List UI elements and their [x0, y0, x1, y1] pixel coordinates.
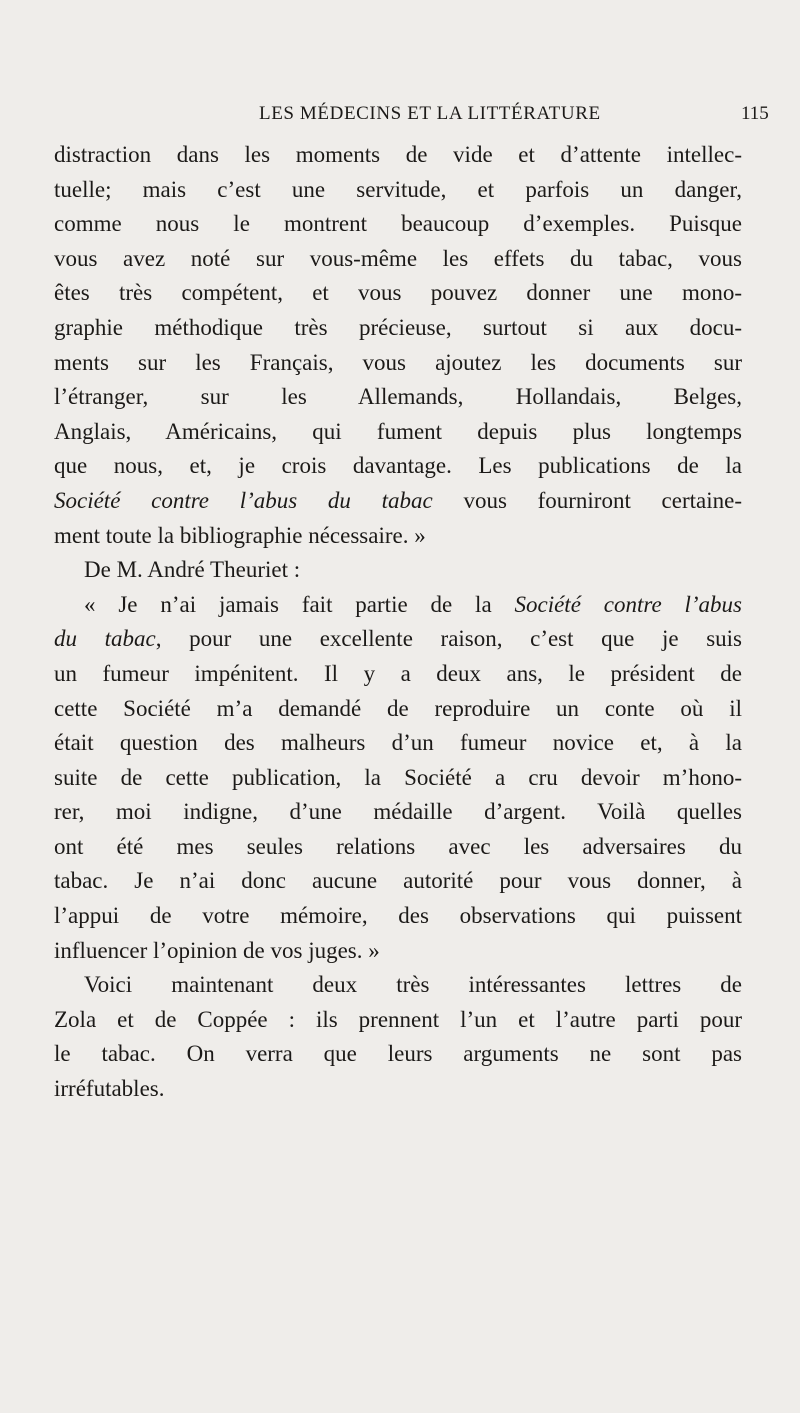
body-text [54, 138, 742, 1107]
running-header [0, 103, 800, 133]
text-line: l’étranger, sur les Allemands, Hollandais, Belges, [54, 384, 742, 410]
page-number: 115 [741, 103, 769, 124]
text-line: était question des malheurs d’un fumeur novice et, à la [54, 730, 742, 756]
text-line [54, 622, 742, 657]
text-line: ment toute la bibliographie nécessaire. » [54, 522, 426, 548]
text-line: l’appui de votre mémoire, des observations qui puissent [54, 903, 742, 929]
text-line: comme nous le montrent beaucoup d’exemples. Puisque [54, 211, 742, 237]
text-line: tuelle; mais c’est une servitude, et parfois un danger, [54, 176, 742, 202]
text-line [54, 588, 742, 623]
italic-society-title: du tabac [54, 626, 156, 652]
text-line: distraction dans les moments de vide et d’attente intellec- [54, 142, 742, 167]
text-line: rer, moi indigne, d’une médaille d’argent. Voilà quelles [54, 799, 742, 825]
text-fragment: « Je n’ai jamais fait partie de la [84, 591, 515, 617]
text-line: Zola et de Coppée : ils prennent l’un et l’autre parti pour [54, 1006, 742, 1032]
text-line: un fumeur impénitent. Il y a deux ans, le président de [54, 660, 742, 686]
text-line: le tabac. On verra que leurs arguments ne sont pas [54, 1041, 742, 1067]
text-line: vous avez noté sur vous-même les effets du tabac, vous [54, 245, 742, 271]
italic-society-title: Société contre l’abus du tabac [54, 487, 433, 513]
text-line: suite de cette publication, la Société a cru devoir m’hono- [54, 764, 742, 790]
text-line: De M. André Theuriet : [84, 557, 301, 583]
text-fragment: , pour une excellente raison, c’est que je suis [155, 626, 742, 652]
running-title: LES MÉDECINS ET LA LITTÉRATURE [259, 103, 601, 124]
text-line: êtes très compétent, et vous pouvez donner une mono- [54, 280, 742, 306]
text-line: tabac. Je n’ai donc aucune autorité pour vous donner, à [54, 868, 742, 894]
text-line: graphie méthodique très précieuse, surtout si aux docu- [54, 314, 742, 340]
text-line: que nous, et, je crois davantage. Les publications de la [54, 453, 742, 479]
text-line: Voici maintenant deux très intéressantes lettres de [84, 972, 742, 998]
text-line [54, 484, 742, 519]
text-line: irréfutables. [54, 1076, 165, 1102]
italic-society-title: Société contre l’abus [514, 591, 742, 617]
text-line: Anglais, Américains, qui fument depuis plus longtemps [54, 418, 742, 444]
text-line: influencer l’opinion de vos juges. » [54, 937, 380, 963]
text-fragment: vous fourniront certaine- [432, 487, 742, 513]
text-line: ments sur les Français, vous ajoutez les documents sur [54, 349, 742, 375]
text-line: cette Société m’a demandé de reproduire un conte où il [54, 695, 742, 721]
text-line: ont été mes seules relations avec les adversaires du [54, 833, 742, 859]
